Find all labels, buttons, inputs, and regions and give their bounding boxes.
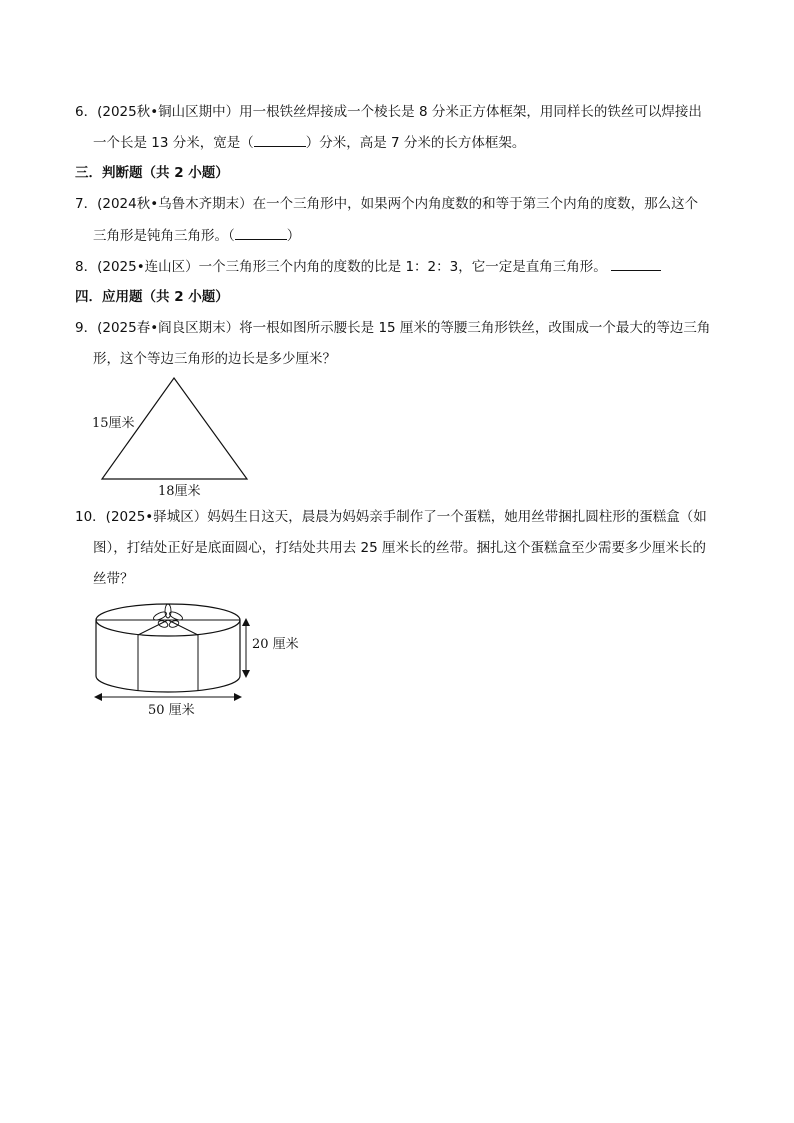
question-7-line-2 <box>93 225 300 246</box>
cake-box-cylinder-figure <box>88 596 318 720</box>
height-arrow-bottom <box>242 670 250 678</box>
question-6-text-before-blank: 一个长是 13 分米，宽是（ <box>93 135 254 151</box>
question-10-line-2: 图），打结处正好是底面圆心，打结处共用去 25 厘米长的丝带。捆扎这个蛋糕盒至少需要多少厘米长的 <box>93 540 707 556</box>
question-6-line-2 <box>93 132 525 153</box>
isosceles-triangle-figure <box>88 372 258 502</box>
diameter-arrow-right <box>234 693 242 701</box>
question-10-line-1: 10．(2025•驿城区）妈妈生日这天，晨晨为妈妈亲手制作了一个蛋糕，她用丝带捆扎圆柱形的蛋糕盒（如 <box>75 509 707 525</box>
triangle-base-label: 18厘米 <box>158 484 201 499</box>
height-arrow-top <box>242 618 250 626</box>
question-6-text-after-blank: ）分米，高是 7 分米的长方体框架。 <box>305 135 526 151</box>
question-9-line-2: 形，这个等边三角形的边长是多少厘米？ <box>93 351 336 367</box>
diameter-label: 50 厘米 <box>148 703 195 718</box>
question-9-line-1: 9．(2025春•阎良区期末）将一根如图所示腰长是 15 厘米的等腰三角形铁丝，改围成一个最大的等边三角 <box>75 320 711 336</box>
section-4-heading: 四．应用题（共 2 小题） <box>75 289 229 305</box>
question-7-line-1: 7．(2024秋•乌鲁木齐期末）在一个三角形中，如果两个内角度数的和等于第三个内角的度数，那么这个 <box>75 196 699 212</box>
height-label: 20 厘米 <box>252 637 299 652</box>
question-8-line-1 <box>75 256 661 277</box>
answer-blank-q6[interactable] <box>254 132 306 147</box>
question-7-text-after-blank: ） <box>286 228 301 244</box>
diameter-arrow-left <box>94 693 102 701</box>
section-3-heading: 三．判断题（共 2 小题） <box>75 165 229 181</box>
answer-blank-q8[interactable] <box>611 256 661 271</box>
question-10-line-3: 丝带？ <box>93 571 134 587</box>
bow-knot-icon <box>152 604 183 629</box>
cylinder-side <box>96 620 240 692</box>
question-8-text: 8．(2025•连山区）一个三角形三个内角的度数的比是 1：2：3，它一定是直角三角形。 <box>75 259 607 275</box>
triangle-side-label: 15厘米 <box>92 416 135 431</box>
answer-blank-q7[interactable] <box>235 225 287 240</box>
question-7-text-before-blank: 三角形是钝角三角形。（ <box>93 228 235 244</box>
question-6-line-1: 6．(2025秋•铜山区期中）用一根铁丝焊接成一个棱长是 8 分米正方体框架，用同样长的铁丝可以焊接出 <box>75 104 702 120</box>
